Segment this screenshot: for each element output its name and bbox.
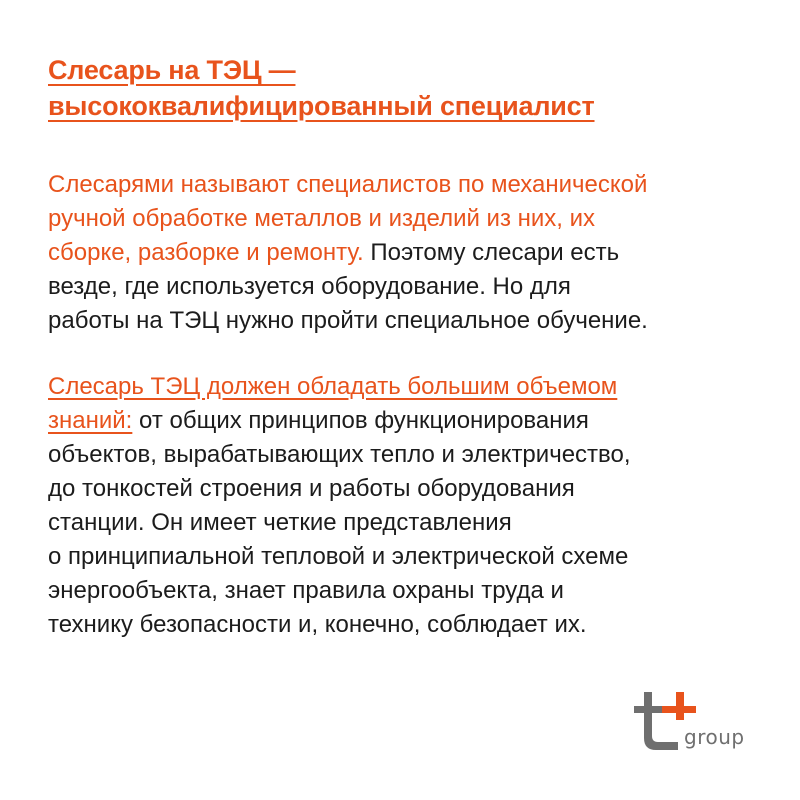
highlight-line-1: Слесарями называют специалистов по механической [48, 171, 648, 198]
underlined-text-2: знаний: [48, 407, 133, 434]
title-line-1: Слесарь на ТЭЦ — [48, 55, 296, 85]
logo-text: group [684, 725, 745, 749]
body-line-7: энергообъекта, знает правила охраны труда и [48, 577, 564, 604]
body-line-3: Поэтому слесари есть [363, 239, 620, 266]
paragraph-requirements [48, 370, 748, 642]
body-line-2: от общих принципов функционирования [132, 407, 589, 434]
body-line-5: работы на ТЭЦ нужно пройти специальное обучение. [48, 307, 648, 334]
body-line-5: станции. Он имеет четкие представления [48, 509, 512, 536]
highlight-line-3: сборке, разборке и ремонту. [48, 239, 364, 266]
underlined-text-1: Слесарь ТЭЦ должен обладать большим объемом [48, 373, 618, 400]
highlight-line-2: ручной обработке металлов и изделий из них, их [48, 205, 596, 232]
mixed-line-3 [48, 236, 748, 270]
page-title [48, 52, 768, 124]
body-line-4: везде, где используется оборудование. Но для [48, 273, 571, 300]
body-line-6: о принципиальной тепловой и электрической схеме [48, 543, 629, 570]
company-logo [632, 690, 744, 760]
title-line-2: высококвалифицированный специалист [48, 91, 595, 121]
mixed-line-2 [48, 404, 748, 438]
body-line-8: технику безопасности и, конечно, соблюдает их. [48, 611, 587, 638]
underlined-line-1 [48, 370, 748, 404]
body-line-3: объектов, вырабатывающих тепло и электричество, [48, 441, 631, 468]
paragraph-definition [48, 168, 748, 338]
body-line-4: до тонкостей строения и работы оборудования [48, 475, 575, 502]
